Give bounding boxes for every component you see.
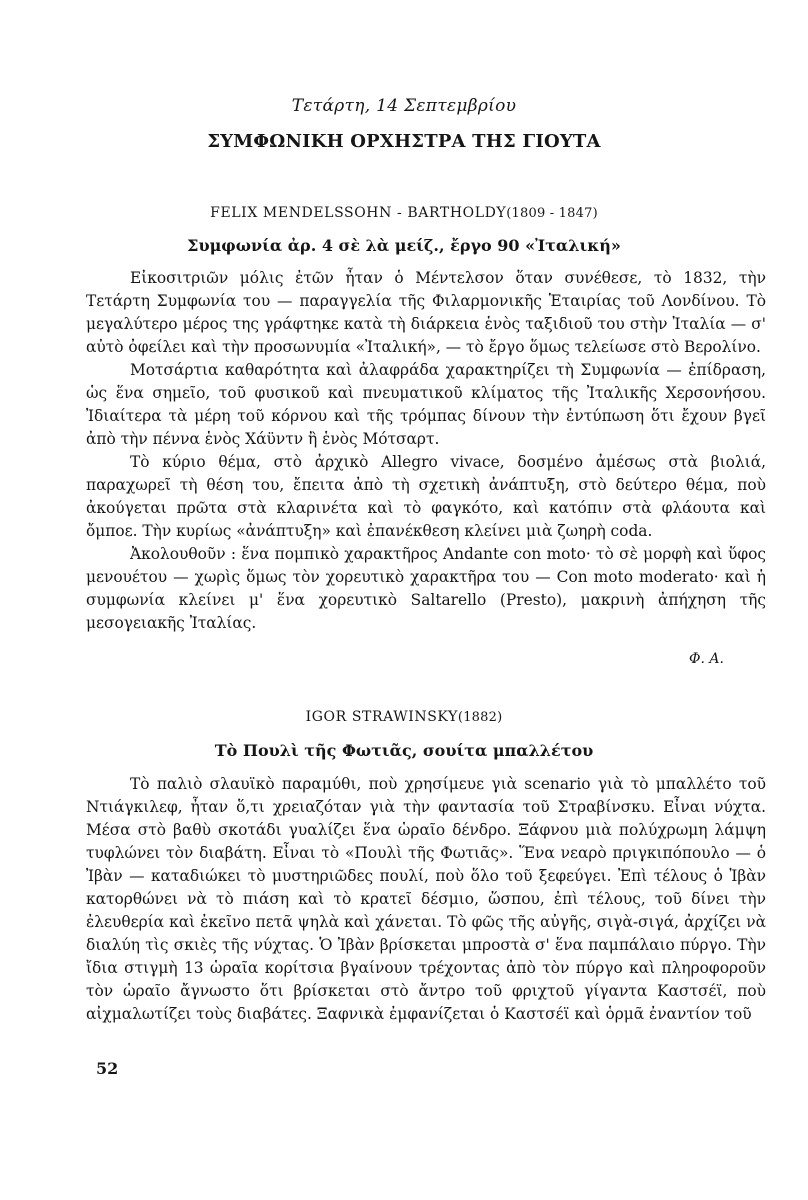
composer-name: FELIX MENDELSSOHN - BARTHOLDY — [210, 205, 507, 221]
composer-name: IGOR STRAWINSKY — [305, 709, 458, 725]
work-title-italian-symphony: Συμφωνία ἀρ. 4 σὲ λὰ μείζ., ἔργο 90 «Ἰταλική» — [187, 236, 621, 255]
section-body-mendelssohn — [86, 267, 766, 635]
composer-heading-strawinsky — [0, 709, 808, 725]
concert-date: Τετάρτη, 14 Σεπτεμβρίου — [291, 96, 517, 116]
work-title-firebird: Τὸ Πουλὶ τῆς Φωτιᾶς, σουίτα μπαλλέτου — [214, 741, 594, 760]
section-body-strawinsky — [86, 773, 766, 1026]
paragraph: Μοτσάρτια καθαρότητα καὶ ἀλαφράδα χαρακτηρίζει τὴ Συμφωνία — ἐπίδραση, ὡς ἕνα σημεῖο, τοῦ φυσικοῦ καὶ πνευματικοῦ κλίματος τῆς Ἰταλικῆς Χερσονήσου. Ἰδιαίτερα τὰ μέρη τοῦ κόρνου καὶ τῆς τρόμπας δίνουν τὴν ἐντύπωση ὅτι ἔχουν βγεῖ ἀπὸ τὴν πέννα ἑνὸς Χάϋντν ἢ ἑνὸς Μότσαρτ. — [86, 361, 766, 448]
orchestra-title: ΣΥΜΦΩΝΙΚΗ ΟΡΧΗΣΤΡΑ ΤΗΣ ΓΙΟΥΤΑ — [207, 131, 601, 152]
page-number: 52 — [96, 1059, 119, 1078]
paragraph: Τὸ κύριο θέμα, στὸ ἀρχικὸ Allegro vivace, δοσμένο ἀμέσως στὰ βιολιά, παραχωρεῖ τὴ θέση του, ἔπειτα ἀπὸ τὴ σχετικὴ ἀνάπτυξη, στὸ δεύτερο θέμα, ποὺ ἀκούγεται πρῶτα στὰ κλαρινέτα καὶ τὸ φαγκότο, καὶ κατόπιν στὰ φλάουτα καὶ ὄμποε. Τὴν κυρίως «ἀνάπτυξη» καὶ ἐπανέκθεση κλείνει μιὰ ζωηρὴ coda. — [86, 453, 766, 540]
paragraph: Εἰκοσιτριῶν μόλις ἐτῶν ἦταν ὁ Μέντελσον ὅταν συνέθεσε, τὸ 1832, τὴν Τετάρτη Συμφωνία του — παραγγελία τῆς Φιλαρμονικῆς Ἑταιρίας τοῦ Λονδίνου. Τὸ μεγαλύτερο μέρος της γράφτηκε κατὰ τὴ διάρκεια ἑνὸς ταξιδιοῦ του στὴν Ἰταλία — σ' αὐτὸ ὀφείλει καὶ τὴν προσωνυμία «Ἰταλική», — τὸ ἔργο ὅμως τελείωσε στὸ Βερολίνο. — [86, 269, 766, 356]
paragraph: Τὸ παλιὸ σλαυϊκὸ παραμύθι, ποὺ χρησίμευε γιὰ scenario γιὰ τὸ μπαλλέτο τοῦ Ντιάγκιλεφ, ἦταν ὅ,τι χρειαζόταν γιὰ τὴν φαντασία τοῦ Στραβίνσκυ. Εἶναι νύχτα. Μέσα στὸ βαθὺ σκοτάδι γυαλίζει ἕνα ὡραῖο δένδρο. Ξάφνου μιὰ πολύχρωμη λάμψη τυφλώνει τὸν διαβάτη. Εἶναι τὸ «Πουλὶ τῆς Φωτιᾶς». Ἕνα νεαρὸ πριγκιπόπουλο — ὁ Ἰβὰν — καταδιώκει τὸ μυστηριῶδες πουλί, ποὺ ὅλο τοῦ ξεφεύγει. Ἐπὶ τέλους ὁ Ἰβὰν κατορθώνει νὰ τὸ πιάση καὶ τὸ κρατεῖ δέσμιο, ὥσπου, ἐπὶ τέλους, τοῦ δίνει τὴν ἐλευθερία καὶ ἐκεῖνο πετᾶ ψηλὰ καὶ χάνεται. Τὸ φῶς τῆς αὐγῆς, σιγὰ-σιγά, ἀρχίζει νὰ διαλύη τὶς σκιὲς τῆς νύχτας. Ὁ Ἰβὰν βρίσκεται μπροστὰ σ' ἕνα παμπάλαιο πύργο. Τὴν ἴδια στιγμὴ 13 ὡραῖα κορίτσια βγαίνουν τρέχοντας ἀπὸ τὸν πύργο καὶ πληροφοροῦν τὸν ὡραῖο ἄγνωστο ὅτι βρίσκεται στὸ ἄντρο τοῦ φριχτοῦ γίγαντα Καστσέϊ, ποὺ αἰχμαλωτίζει τοὺς διαβάτες. Ξαφνικὰ ἐμφανίζεται ὁ Καστσέϊ καὶ ὁρμᾶ ἐναντίον τοῦ — [86, 775, 766, 1023]
paragraph: Ἀκολουθοῦν : ἕνα πομπικὸ χαρακτῆρος Andante con moto· τὸ σὲ μορφὴ καὶ ὕφος μενουέτου — χωρὶς ὅμως τὸν χορευτικὸ χαρακτῆρα του — Con moto moderato· καὶ ἡ συμφωνία κλείνει μ' ἕνα χορευτικὸ Saltarello (Presto), μακρινὴ ἀπήχηση τῆς μεσογειακῆς Ἰταλίας. — [86, 545, 766, 632]
composer-heading-mendelssohn — [0, 205, 808, 221]
composer-years: (1882) — [457, 710, 503, 725]
author-signature: Φ. Α. — [689, 651, 724, 667]
composer-years: (1809 - 1847) — [506, 206, 598, 221]
